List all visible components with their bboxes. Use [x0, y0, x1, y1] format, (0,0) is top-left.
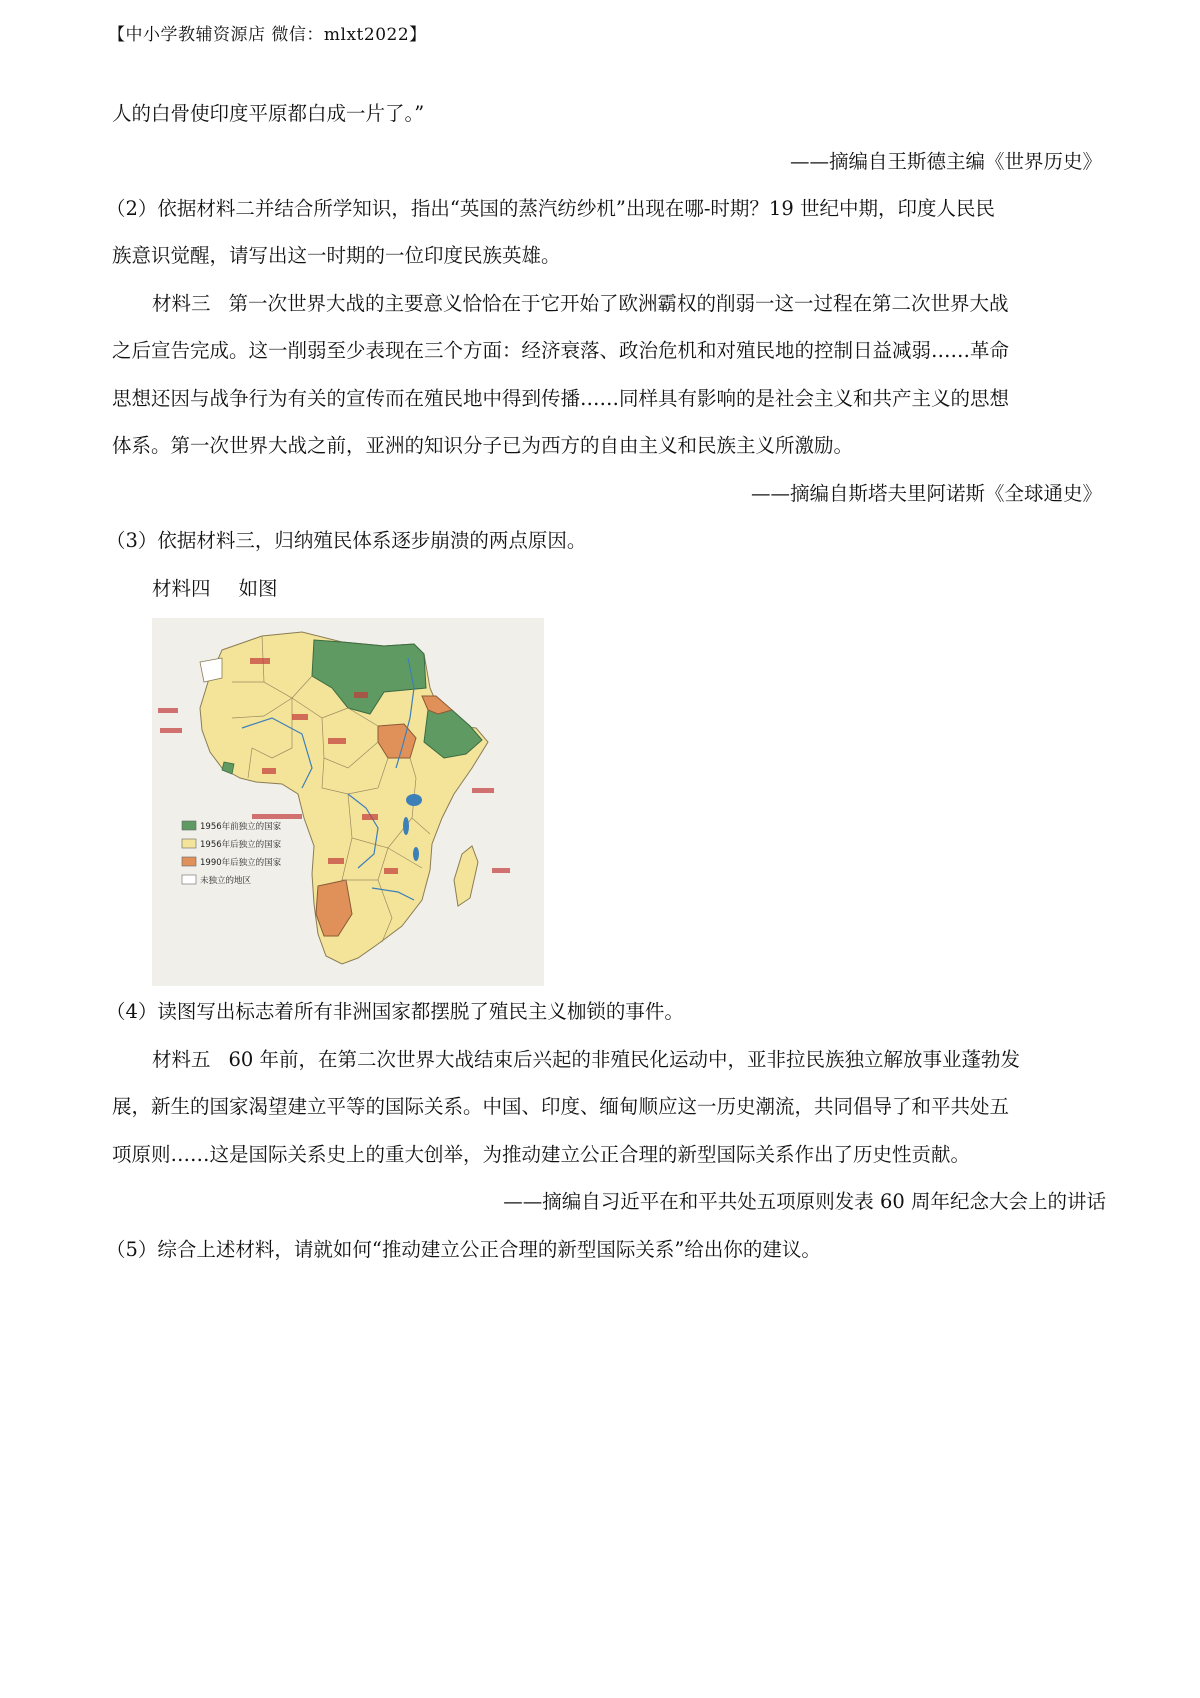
material2-tail: 人的白骨使印度平原都白成一片了。” — [112, 102, 425, 125]
question-2-line1: （2）依据材料二并结合所学知识，指出“英国的蒸汽纺纱机”出现在哪-时期？19 世纪中期，印度人民民 — [106, 197, 995, 220]
material5-label: 材料五 — [152, 1048, 211, 1071]
legend-label-1: 1956年后独立的国家 — [200, 840, 282, 850]
africa-map-svg — [152, 618, 544, 986]
material5-line2: 展，新生的国家渴望建立平等的国际关系。中国、印度、缅甸顺应这一历史潮流，共同倡导了和平共处五 — [112, 1095, 1010, 1118]
material4-label: 材料四 — [152, 577, 211, 600]
material5-line1 — [152, 1050, 1142, 1070]
material5-line3: 项原则……这是国际关系史上的重大创举，为推动建立公正合理的新型国际关系作出了历史性贡献。 — [112, 1143, 971, 1166]
material4-text: 如图 — [238, 577, 278, 600]
material5-text: 60 年前，在第二次世界大战结束后兴起的非殖民化运动中，亚非拉民族独立解放事业蓬勃发 — [228, 1048, 1021, 1071]
material3-line3: 思想还因与战争行为有关的宣传而在殖民地中得到传播……同样具有影响的是社会主义和共产主义的思想 — [112, 387, 1010, 410]
material3-line2: 之后宣告完成。这一削弱至少表现在三个方面：经济衰落、政治危机和对殖民地的控制日益减弱……革命 — [112, 339, 1010, 362]
question-4: （4）读图写出标志着所有非洲国家都摆脱了殖民主义枷锁的事件。 — [106, 1000, 684, 1023]
legend-label-3: 未独立的地区 — [200, 876, 252, 886]
material3-text: 第一次世界大战的主要意义恰恰在于它开始了欧洲霸权的削弱一这一过程在第二次世界大战 — [228, 292, 1009, 315]
western-sahara-white — [200, 658, 222, 682]
legend-swatch-0 — [182, 821, 196, 830]
material3-line4: 体系。第一次世界大战之前，亚洲的知识分子已为西方的自由主义和民族主义所激励。 — [112, 434, 854, 457]
material2-source: ——摘编自王斯德主编《世界历史》 — [789, 150, 1102, 173]
legend-swatch-2 — [182, 857, 196, 866]
legend-label-0: 1956年前独立的国家 — [200, 822, 282, 832]
question-5: （5）综合上述材料，请就如何“推动建立公正合理的新型国际关系”给出你的建议。 — [106, 1238, 821, 1261]
material3-label: 材料三 — [152, 292, 211, 315]
question-2-line2: 族意识觉醒，请写出这一时期的一位印度民族英雄。 — [112, 244, 561, 267]
header-watermark: 【中小学教辅资源店 微信：mlxt2022】 — [108, 25, 427, 45]
legend-swatch-1 — [182, 839, 196, 848]
question-3: （3）依据材料三，归纳殖民体系逐步崩溃的两点原因。 — [106, 529, 587, 552]
material3-source: ——摘编自斯塔夫里阿诺斯《全球通史》 — [750, 482, 1102, 505]
material5-source: ——摘编自习近平在和平共处五项原则发表 60 周年纪念大会上的讲话 — [503, 1190, 1106, 1213]
legend-swatch-3 — [182, 875, 196, 884]
legend-label-2: 1990年后独立的国家 — [200, 858, 282, 868]
material4-line — [152, 579, 1142, 599]
africa-independence-map — [152, 618, 544, 986]
material3-line1 — [152, 294, 1142, 314]
